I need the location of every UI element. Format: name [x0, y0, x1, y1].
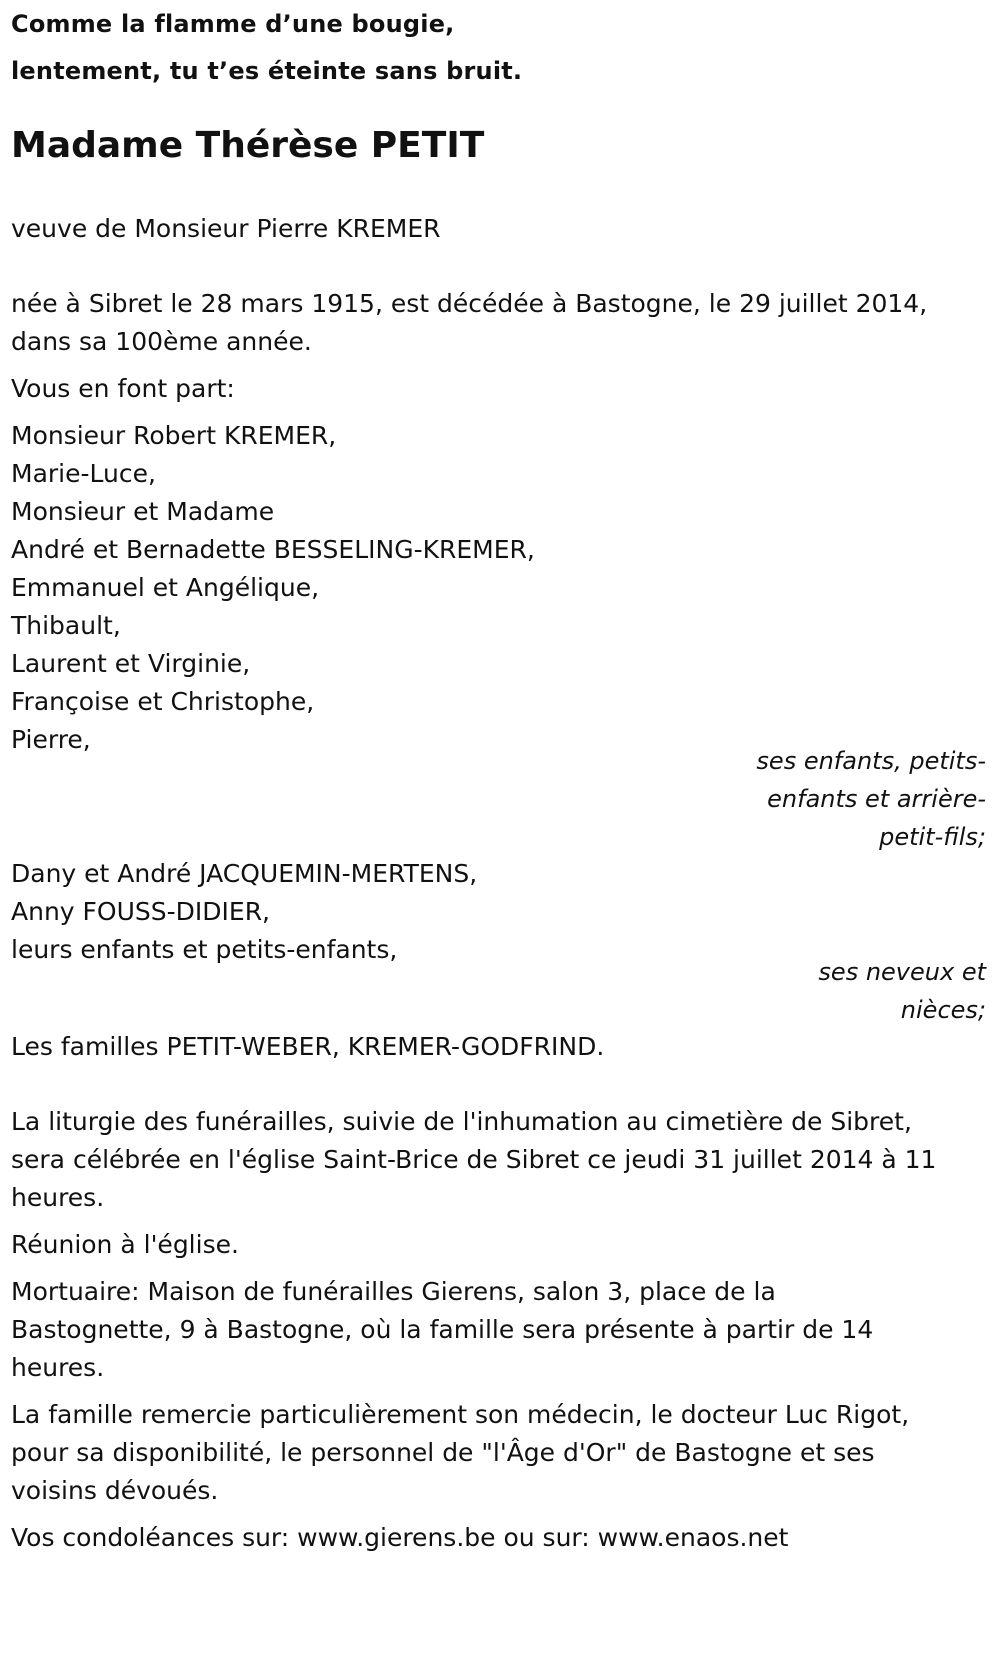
- mortuary-line: heures.: [11, 1353, 105, 1382]
- mortuary-line: Mortuaire: Maison de funérailles Gierens, salon 3, place de la: [11, 1277, 776, 1306]
- family-member: André et Bernadette BESSELING-KREMER,: [11, 535, 535, 564]
- liturgy-line: sera célébrée en l'église Saint-Brice de Sibret ce jeudi 31 juillet 2014 à 11: [11, 1145, 937, 1174]
- family-member: Pierre,: [11, 725, 91, 754]
- thanks-line: pour sa disponibilité, le personnel de "l'Âge d'Or" de Bastogne et ses: [11, 1438, 875, 1467]
- epigraph-line: lentement, tu t’es éteinte sans bruit.: [11, 57, 523, 85]
- family-member: leurs enfants et petits-enfants,: [11, 935, 398, 964]
- deceased-name: Madame Thérèse PETIT: [11, 125, 485, 166]
- thanks-line: voisins dévoués.: [11, 1476, 219, 1505]
- relation-label: enfants et arrière-: [767, 785, 986, 813]
- liturgy-line: heures.: [11, 1183, 105, 1212]
- widow-of: veuve de Monsieur Pierre KREMER: [11, 214, 441, 243]
- announcement-intro: Vous en font part:: [11, 374, 235, 403]
- families-line: Les familles PETIT-WEBER, KREMER-GODFRIND.: [11, 1032, 605, 1061]
- epigraph-line: Comme la flamme d’une bougie,: [11, 10, 455, 38]
- family-member: Anny FOUSS-DIDIER,: [11, 897, 271, 926]
- reunion-line: Réunion à l'église.: [11, 1230, 239, 1259]
- family-member: Monsieur et Madame: [11, 497, 275, 526]
- thanks-line: La famille remercie particulièrement son médecin, le docteur Luc Rigot,: [11, 1400, 910, 1429]
- relation-label: ses enfants, petits-: [756, 747, 986, 775]
- birth-death-line: dans sa 100ème année.: [11, 327, 312, 356]
- family-member: Françoise et Christophe,: [11, 687, 315, 716]
- condolences-line: Vos condoléances sur: www.gierens.be ou sur: www.enaos.net: [11, 1523, 789, 1552]
- family-member: Laurent et Virginie,: [11, 649, 251, 678]
- liturgy-line: La liturgie des funérailles, suivie de l'inhumation au cimetière de Sibret,: [11, 1107, 912, 1136]
- family-member: Marie-Luce,: [11, 459, 156, 488]
- birth-death-line: née à Sibret le 28 mars 1915, est décédée à Bastogne, le 29 juillet 2014,: [11, 289, 928, 318]
- family-member: Thibault,: [11, 611, 121, 640]
- relation-label: ses neveux et: [818, 958, 986, 986]
- family-member: Dany et André JACQUEMIN-MERTENS,: [11, 859, 478, 888]
- family-member: Monsieur Robert KREMER,: [11, 421, 337, 450]
- relation-label: nièces;: [900, 996, 986, 1024]
- family-member: Emmanuel et Angélique,: [11, 573, 320, 602]
- relation-label: petit-fils;: [879, 823, 986, 851]
- mortuary-line: Bastognette, 9 à Bastogne, où la famille sera présente à partir de 14: [11, 1315, 874, 1344]
